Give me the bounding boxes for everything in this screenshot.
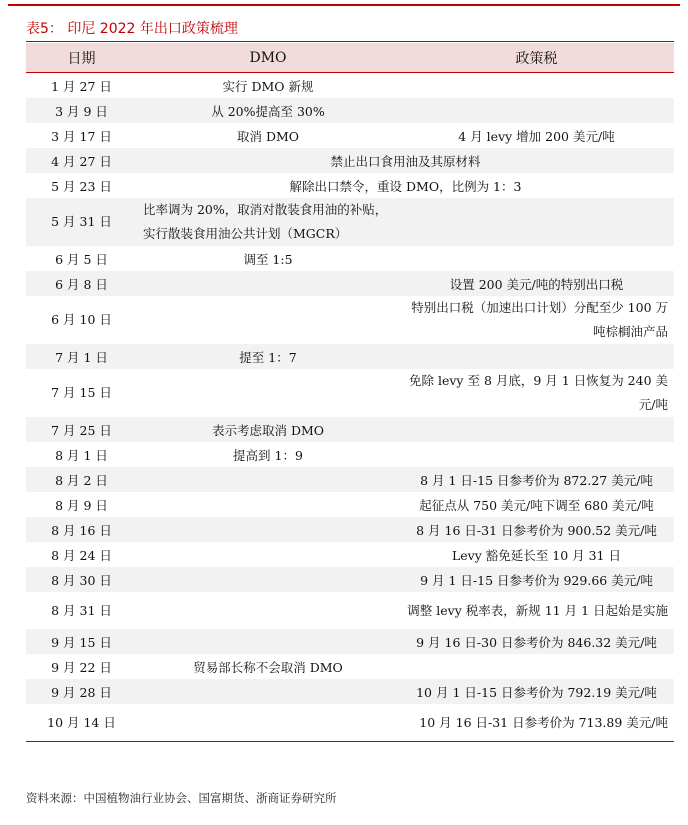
table-row xyxy=(26,344,674,369)
table-row xyxy=(26,98,674,123)
dmo-cell: 表示考虑取消 DMO xyxy=(137,417,399,442)
table-row xyxy=(26,467,674,492)
date-cell: 3 月 9 日 xyxy=(26,98,137,123)
tax-cell xyxy=(399,98,674,123)
policy-table xyxy=(26,43,674,742)
tax-cell: 4 月 levy 增加 200 美元/吨 xyxy=(458,128,615,144)
dmo-cell xyxy=(137,296,399,344)
dmo-cell: 提至 1：7 xyxy=(137,344,399,369)
date-cell: 9 月 15 日 xyxy=(26,629,137,654)
dmo-cell xyxy=(137,567,399,592)
source-note: 资料来源：中国植物油行业协会、国富期货、浙商证券研究所 xyxy=(26,791,337,805)
table-row xyxy=(26,492,674,517)
dmo-cell xyxy=(137,679,399,704)
table-row xyxy=(26,442,674,467)
date-cell: 7 月 15 日 xyxy=(51,385,112,400)
dmo-cell xyxy=(137,704,399,742)
dmo-cell: 调至 1:5 xyxy=(243,251,293,267)
table-row xyxy=(26,271,674,296)
dmo-cell xyxy=(137,542,399,567)
table-row xyxy=(26,629,674,654)
tax-cell: 调整 levy 税率表，新规 11 月 1 日起始是实施 xyxy=(407,602,668,618)
date-cell: 8 月 16 日 xyxy=(26,517,137,542)
dmo-cell: 贸易部长称不会取消 DMO xyxy=(193,659,343,675)
date-cell: 10 月 14 日 xyxy=(26,704,137,742)
table-row xyxy=(26,417,674,442)
header-dmo: DMO xyxy=(137,43,399,73)
table-row xyxy=(26,198,674,246)
header-row xyxy=(26,43,674,73)
date-cell: 3 月 17 日 xyxy=(51,128,112,144)
date-cell: 5 月 31 日 xyxy=(26,198,137,246)
tax-cell: 9 月 16 日-30 日参考价为 846.32 美元/吨 xyxy=(399,629,674,654)
tax-cell: 起征点从 750 美元/吨下调至 680 美元/吨 xyxy=(419,497,654,513)
date-cell: 8 月 31 日 xyxy=(51,602,112,618)
header-tax: 政策税 xyxy=(399,43,674,73)
table-row xyxy=(26,679,674,704)
table-row xyxy=(26,246,674,271)
dmo-cell xyxy=(137,517,399,542)
date-cell: 7 月 25 日 xyxy=(26,417,137,442)
table-row xyxy=(26,296,674,344)
dmo-cell: 实行 DMO 新规 xyxy=(222,78,314,94)
tax-cell xyxy=(399,417,674,442)
table-row xyxy=(26,148,674,173)
date-cell: 9 月 22 日 xyxy=(51,659,112,675)
tax-cell xyxy=(399,73,674,99)
dmo-cell: 比率调为 20%，取消对散装食用油的补贴，实行散装食用油公共计划（MGCR） xyxy=(137,198,399,246)
dmo-cell xyxy=(137,467,399,492)
tax-cell xyxy=(399,246,674,271)
table-row xyxy=(26,517,674,542)
date-cell: 8 月 2 日 xyxy=(26,467,137,492)
table-row xyxy=(26,73,674,99)
date-cell: 8 月 24 日 xyxy=(51,547,112,563)
date-cell: 4 月 27 日 xyxy=(26,148,137,173)
date-cell: 6 月 5 日 xyxy=(55,251,108,267)
top-rule xyxy=(8,4,680,6)
table-row xyxy=(26,123,674,148)
date-cell: 5 月 23 日 xyxy=(51,178,112,194)
tax-cell: 10 月 1 日-15 日参考价为 792.19 美元/吨 xyxy=(399,679,674,704)
date-cell: 8 月 9 日 xyxy=(55,497,108,513)
tax-cell: Levy 豁免延长至 10 月 31 日 xyxy=(451,547,621,563)
dmo-cell: 从 20%提高至 30% xyxy=(137,98,399,123)
tax-cell: 特别出口税（加速出口计划）分配至少 100 万吨棕榈油产品 xyxy=(411,300,668,339)
tax-cell: 10 月 16 日-31 日参考价为 713.89 美元/吨 xyxy=(399,704,674,742)
table-row xyxy=(26,369,674,417)
table-caption: 表5： 印尼 2022 年出口政策梳理 xyxy=(26,21,238,37)
tax-cell xyxy=(399,344,674,369)
tax-cell xyxy=(399,442,674,467)
date-cell: 1 月 27 日 xyxy=(51,78,112,94)
merged-policy-cell: 解除出口禁令，重设 DMO，比例为 1：3 xyxy=(289,178,522,194)
date-cell: 7 月 1 日 xyxy=(26,344,137,369)
dmo-cell xyxy=(137,492,399,517)
date-cell: 8 月 30 日 xyxy=(26,567,137,592)
date-cell: 6 月 10 日 xyxy=(51,312,112,327)
date-cell: 8 月 1 日 xyxy=(55,447,108,463)
date-cell: 6 月 8 日 xyxy=(26,271,137,296)
caption-rule xyxy=(26,41,674,42)
dmo-cell xyxy=(137,369,399,417)
table-row xyxy=(26,654,674,679)
table-row xyxy=(26,173,674,198)
table-row xyxy=(26,704,674,742)
tax-cell xyxy=(399,198,674,246)
tax-cell: 8 月 1 日-15 日参考价为 872.27 美元/吨 xyxy=(399,467,674,492)
tax-cell: 9 月 1 日-15 日参考价为 929.66 美元/吨 xyxy=(399,567,674,592)
dmo-cell xyxy=(137,271,399,296)
date-cell: 9 月 28 日 xyxy=(26,679,137,704)
merged-policy-cell: 禁止出口食用油及其原材料 xyxy=(137,148,674,173)
tax-cell: 免除 levy 至 8 月底，9 月 1 日恢复为 240 美元/吨 xyxy=(409,373,668,412)
table-row xyxy=(26,567,674,592)
tax-cell: 8 月 16 日-31 日参考价为 900.52 美元/吨 xyxy=(399,517,674,542)
tax-cell xyxy=(399,654,674,679)
dmo-cell xyxy=(137,629,399,654)
table-row xyxy=(26,542,674,567)
tax-cell: 设置 200 美元/吨的特别出口税 xyxy=(399,271,674,296)
table-row xyxy=(26,592,674,629)
dmo-cell xyxy=(137,592,399,629)
dmo-cell: 取消 DMO xyxy=(236,128,300,144)
dmo-cell: 提高到 1：9 xyxy=(233,447,303,463)
table-body xyxy=(26,73,674,742)
header-date: 日期 xyxy=(26,43,137,73)
